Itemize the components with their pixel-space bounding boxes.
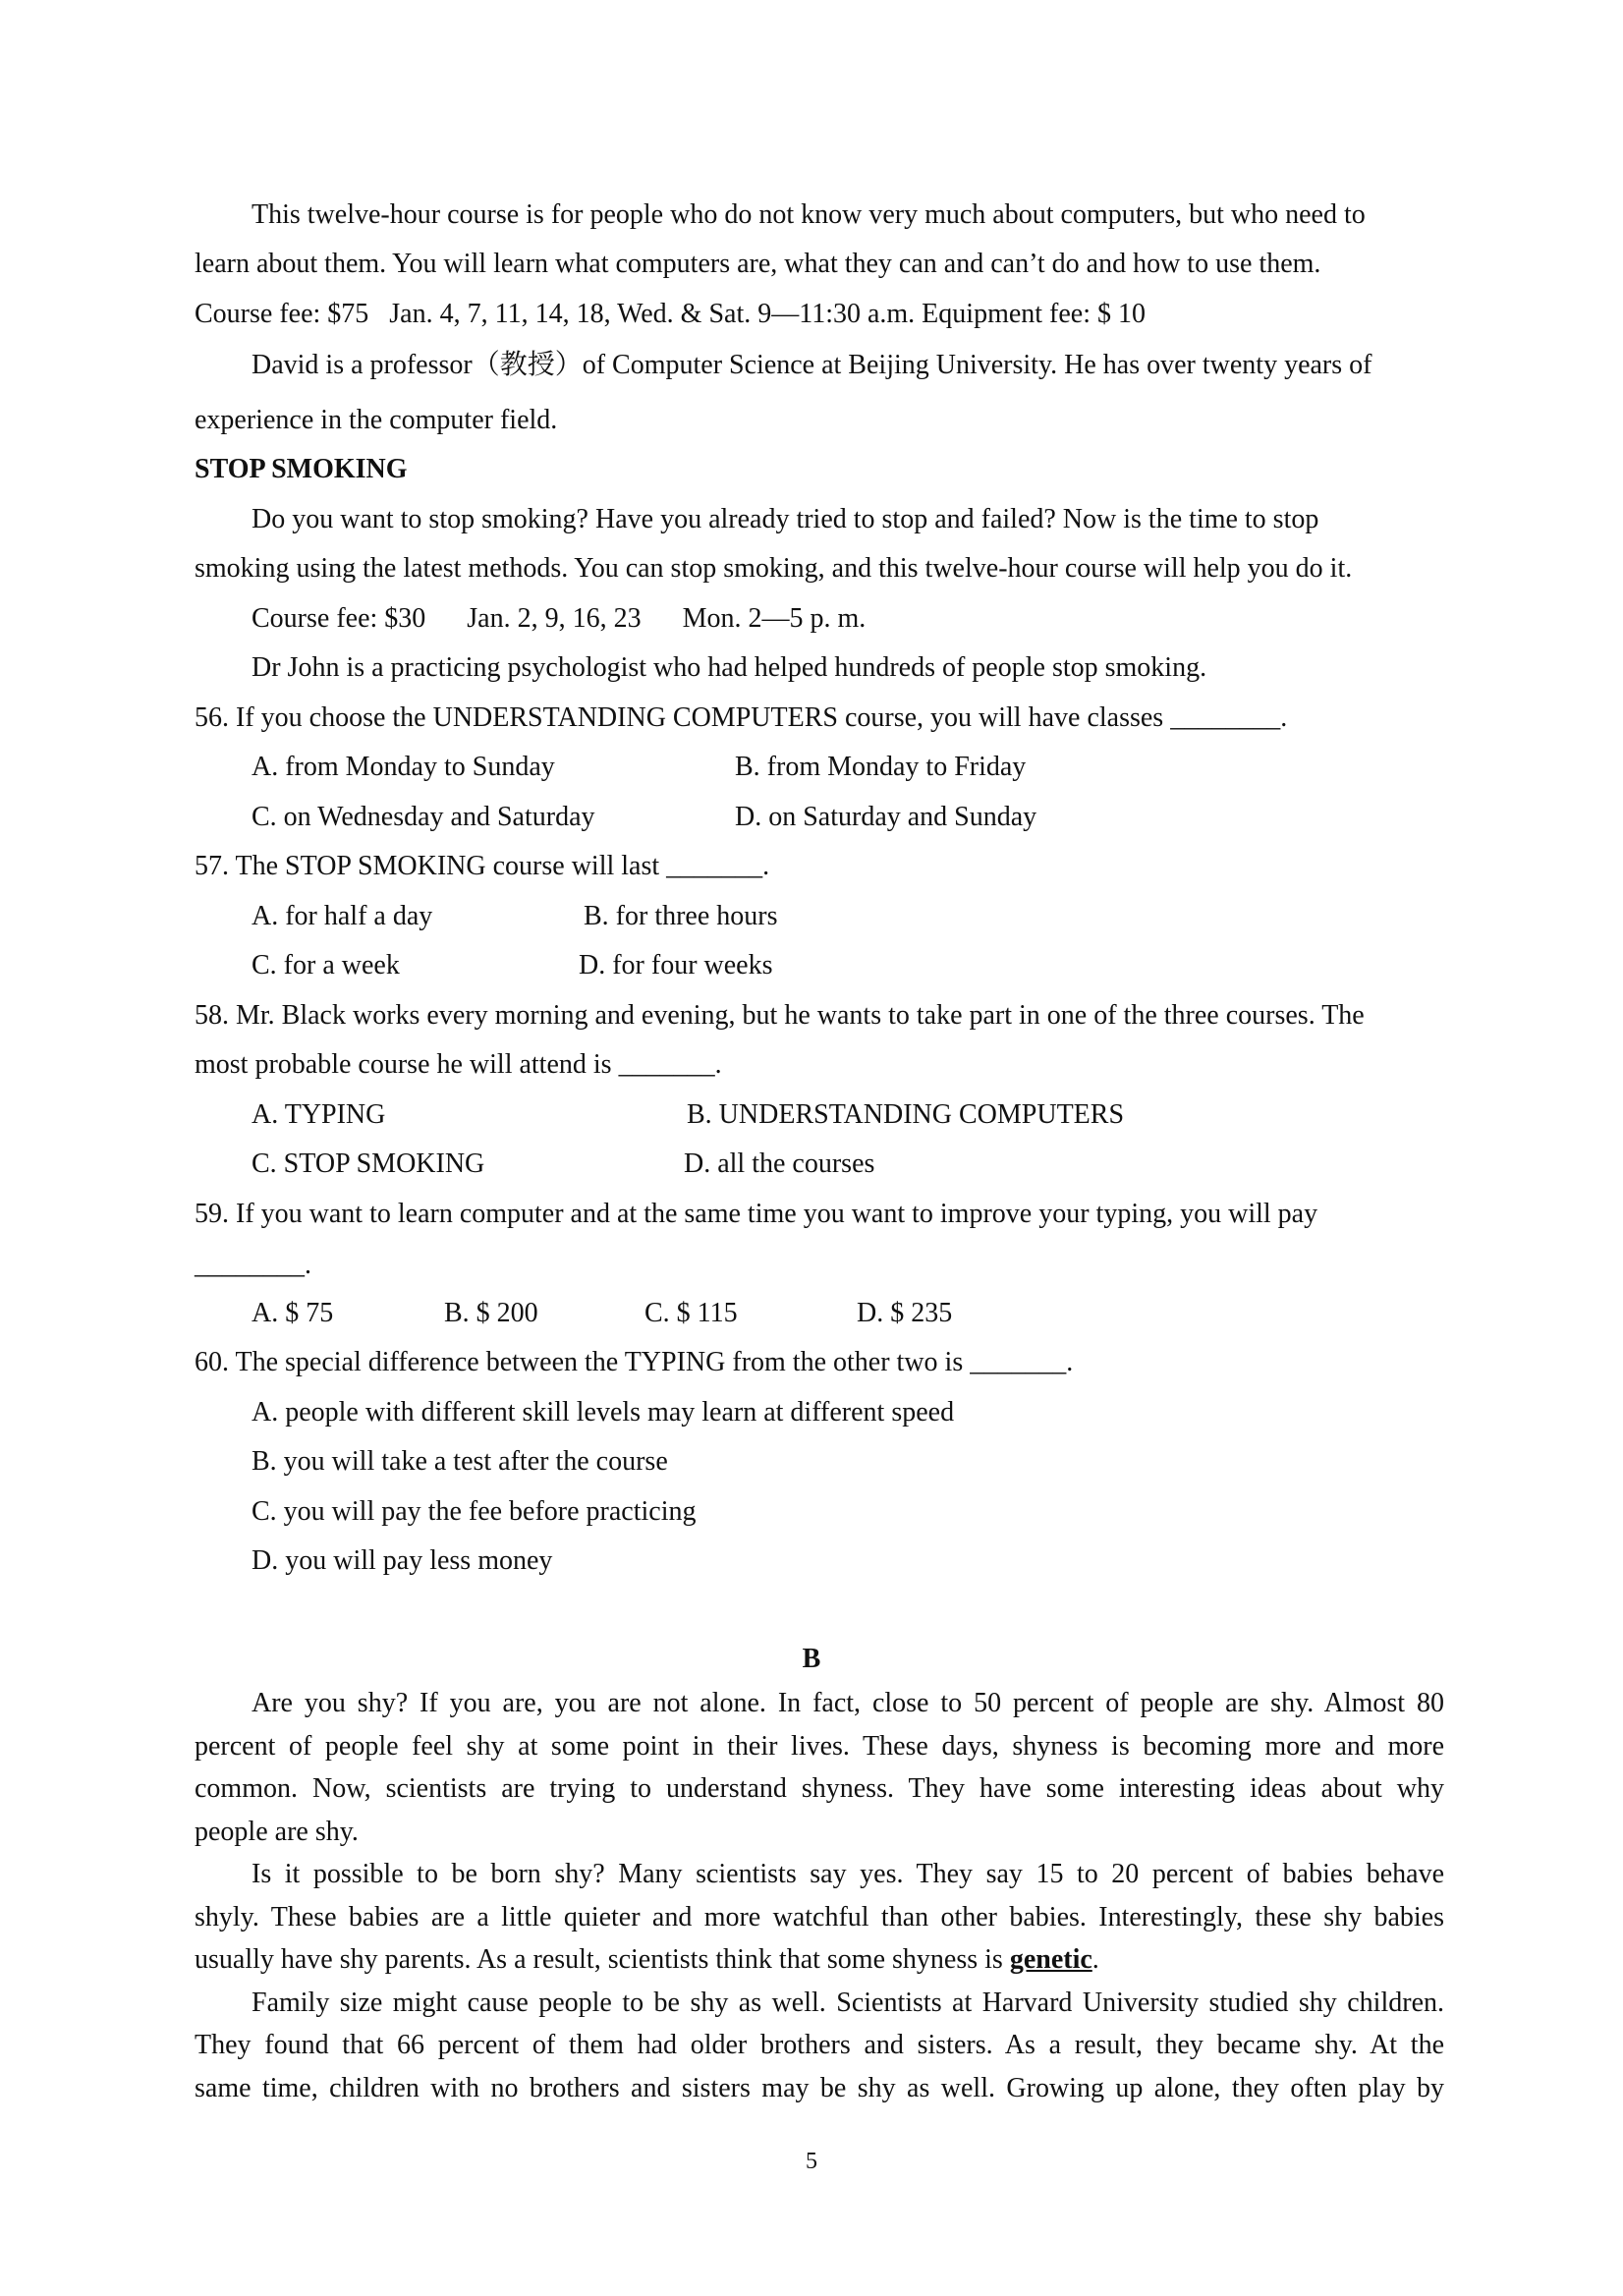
question-59-option-c: C. $ 115 bbox=[644, 1298, 738, 1328]
smoking-fee-line: Course fee: $30 Jan. 2, 9, 16, 23 Mon. 2—5 p. m. bbox=[252, 603, 867, 634]
smoking-line-2: smoking using the latest methods. You can stop smoking, and this twelve-hour course will help you do it. bbox=[195, 553, 1353, 584]
smoking-line-1: Do you want to stop smoking? Have you already tried to stop and failed? Now is the time to stop bbox=[252, 504, 1319, 534]
question-57-stem: 57. The STOP SMOKING course will last _______. bbox=[195, 851, 770, 881]
question-56-option-a: A. from Monday to Sunday bbox=[252, 752, 555, 782]
passage-b-p1-line-4: people are shy. bbox=[195, 1817, 359, 1847]
question-58-option-c: C. STOP SMOKING bbox=[252, 1148, 485, 1179]
question-57-option-c: C. for a week bbox=[252, 950, 400, 980]
question-60-option-a: A. people with different skill levels may learn at different speed bbox=[252, 1397, 955, 1428]
question-60-stem: 60. The special difference between the TYPING from the other two is _______. bbox=[195, 1347, 1074, 1377]
smoking-teacher-line: Dr John is a practicing psychologist who had helped hundreds of people stop smoking. bbox=[252, 652, 1207, 683]
question-56-option-d: D. on Saturday and Sunday bbox=[735, 802, 1037, 832]
passage-b-p2-line-3-text: usually have shy parents. As a result, scientists think that some shyness is bbox=[195, 1944, 1003, 1975]
keyword-genetic: genetic bbox=[1009, 1944, 1092, 1975]
passage-b-p3-line-1: Family size might cause people to be shy as well. Scientists at Harvard University studied shy children. bbox=[252, 1988, 1444, 2018]
question-56-stem: 56. If you choose the UNDERSTANDING COMPUTERS course, you will have classes ________. bbox=[195, 702, 1288, 733]
question-60-option-c: C. you will pay the fee before practicing bbox=[252, 1496, 697, 1527]
question-60-option-d: D. you will pay less money bbox=[252, 1545, 553, 1576]
question-59-option-b: B. $ 200 bbox=[444, 1298, 538, 1328]
computers-line-2: learn about them. You will learn what computers are, what they can and can’t do and how to use them. bbox=[195, 249, 1321, 279]
passage-b-p1-line-2: percent of people feel shy at some point in their lives. These days, shyness is becoming more and more bbox=[195, 1731, 1444, 1762]
question-57-option-b: B. for three hours bbox=[584, 901, 778, 931]
teacher-line-2: experience in the computer field. bbox=[195, 405, 558, 435]
question-59-option-a: A. $ 75 bbox=[252, 1298, 334, 1328]
stop-smoking-title: STOP SMOKING bbox=[195, 454, 408, 484]
question-57-option-d: D. for four weeks bbox=[579, 950, 773, 980]
section-b-heading: B bbox=[802, 1644, 821, 1674]
passage-b-p2-line-2: shyly. These babies are a little quieter and more watchful than other babies. Interestingly, these shy babies bbox=[195, 1902, 1444, 1932]
question-59-stem-line-1: 59. If you want to learn computer and at the same time you want to improve your typing, you will pay bbox=[195, 1199, 1318, 1229]
question-56-option-b: B. from Monday to Friday bbox=[735, 752, 1027, 782]
question-59-stem-line-2: ________. bbox=[195, 1250, 311, 1280]
passage-b-p3-line-3: same time, children with no brothers and sisters may be shy as well. Growing up alone, they often play by bbox=[195, 2073, 1444, 2103]
question-58-stem-line-1: 58. Mr. Black works every morning and evening, but he wants to take part in one of the three courses. The bbox=[195, 1000, 1365, 1031]
passage-b-p2-line-3 bbox=[195, 1943, 1099, 1977]
question-58-option-a: A. TYPING bbox=[252, 1099, 386, 1130]
question-58-stem-line-2: most probable course he will attend is _______. bbox=[195, 1049, 722, 1080]
question-58-option-b: B. UNDERSTANDING COMPUTERS bbox=[687, 1099, 1125, 1130]
passage-b-p2-line-3-period: . bbox=[1091, 1944, 1099, 1975]
computers-fee-line: Course fee: $75 Jan. 4, 7, 11, 14, 18, Wed. & Sat. 9—11:30 a.m. Equipment fee: $ 10 bbox=[195, 299, 1147, 329]
passage-b-p2-line-1: Is it possible to be born shy? Many scientists say yes. They say 15 to 20 percent of babies behave bbox=[252, 1859, 1444, 1889]
page-number: 5 bbox=[806, 2149, 817, 2174]
question-56-option-c: C. on Wednesday and Saturday bbox=[252, 802, 595, 832]
question-59-option-d: D. $ 235 bbox=[857, 1298, 953, 1328]
question-57-option-a: A. for half a day bbox=[252, 901, 433, 931]
passage-b-p1-line-3: common. Now, scientists are trying to understand shyness. They have some interesting ideas about why bbox=[195, 1773, 1444, 1804]
teacher-line-1: David is a professor（教授）of Computer Science at Beijing University. He has over twenty years of bbox=[252, 350, 1372, 380]
question-58-option-d: D. all the courses bbox=[684, 1148, 875, 1179]
passage-b-p1-line-1: Are you shy? If you are, you are not alone. In fact, close to 50 percent of people are shy. Almost 80 bbox=[252, 1688, 1444, 1718]
computers-line-1: This twelve-hour course is for people who do not know very much about computers, but who need to bbox=[252, 199, 1366, 230]
question-60-option-b: B. you will take a test after the course bbox=[252, 1446, 668, 1477]
passage-b-p3-line-2: They found that 66 percent of them had older brothers and sisters. As a result, they became shy. At the bbox=[195, 2030, 1444, 2060]
